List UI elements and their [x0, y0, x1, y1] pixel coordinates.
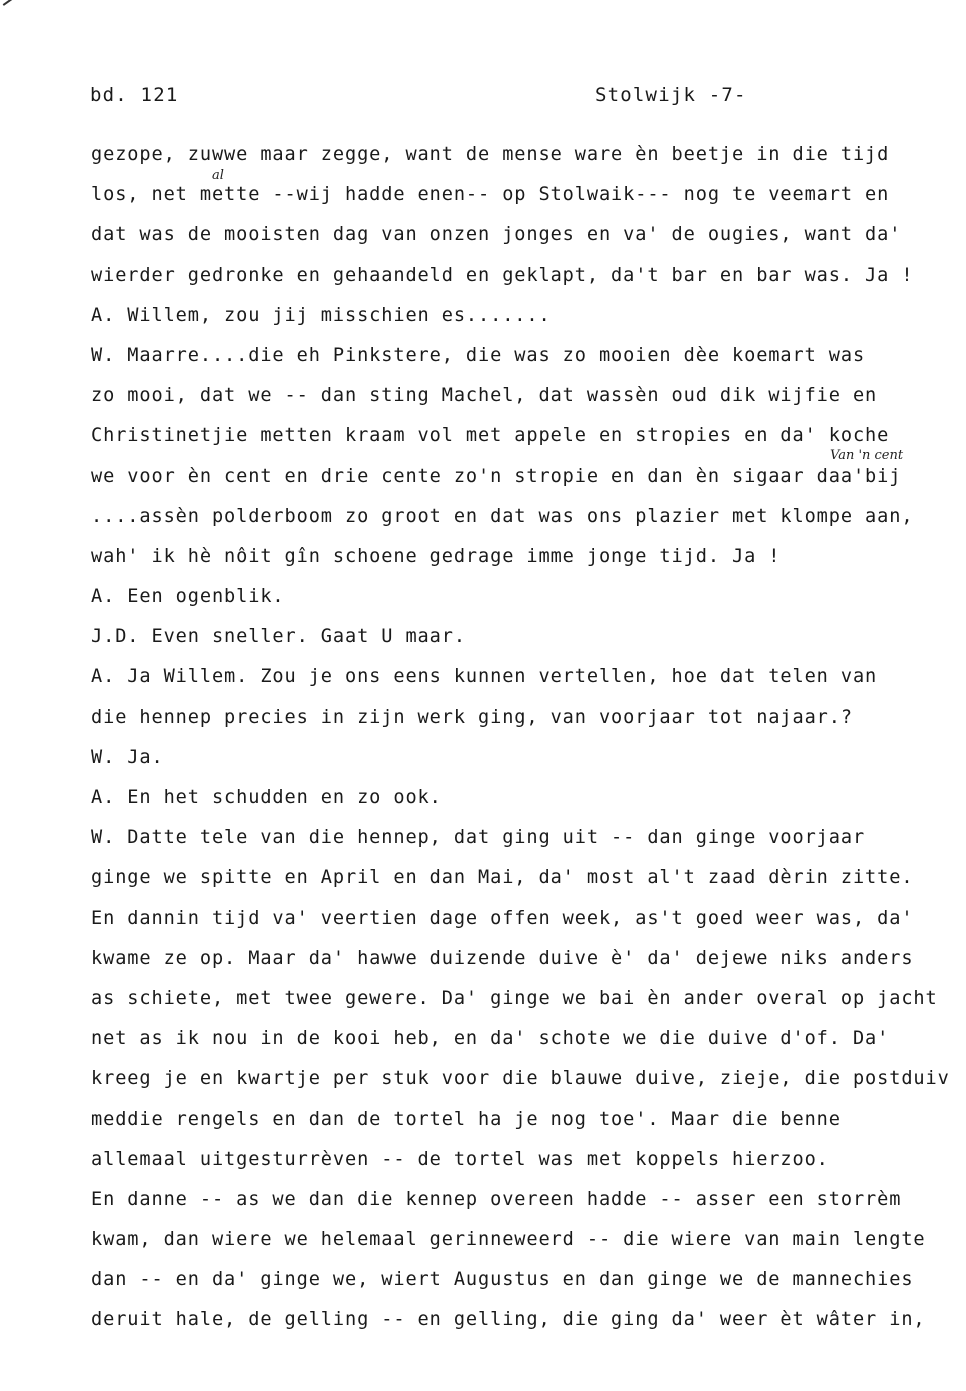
text-line: W. Datte tele van die hennep, dat ging uit -- dan ginge voorjaar: [91, 827, 866, 849]
text-line: as schiete, met twee gewere. Da' ginge we bai èn ander overal op jacht: [91, 987, 938, 1009]
text-line: los, net mette --wij hadde enen-- op Stolwaik--- nog te veemart en: [91, 184, 890, 206]
text-line: kreeg je en kwartje per stuk voor die blauwe duive, zieje, die postduiv: [91, 1068, 950, 1090]
page-reference: bd. 121: [90, 84, 179, 106]
text-line: gezope, zuwwe maar zegge, want de mense ware èn beetje in die tijd: [91, 144, 890, 165]
text-line: ginge we spitte en April en dan Mai, da' most al't zaad dèrin zitte.: [91, 867, 914, 889]
text-line: A. Een ogenblik.: [91, 586, 285, 608]
text-line: A. Ja Willem. Zou je ons eens kunnen vertellen, hoe dat telen van: [91, 666, 878, 688]
text-line: J.D. Even sneller. Gaat U maar.: [91, 626, 466, 648]
text-line: we voor èn cent en drie cente zo'n stropie en dan èn sigaar daa'bij: [91, 465, 902, 487]
text-line: wierder gedronke en gehaandeld en geklapt, da't bar en bar was. Ja !: [91, 264, 914, 286]
text-line: kwam, dan wiere we helemaal gerinneweerd -- die wiere van main lengte: [91, 1229, 926, 1251]
text-line: A. En het schudden en zo ook.: [91, 787, 442, 808]
handwritten-annotation: Van 'n cent: [830, 448, 904, 463]
text-line: meddie rengels en dan de tortel ha je nog toe'. Maar die benne: [91, 1108, 841, 1130]
text-line: zo mooi, dat we -- dan sting Machel, dat wassèn oud dik wijfie en: [91, 385, 878, 407]
text-line: En danne -- as we dan die kennep overeen hadde -- asser een storrèm: [91, 1188, 902, 1210]
text-line: ....assèn polderboom zo groot en dat was ons plazier met klompe aan,: [91, 505, 914, 527]
corner-mark: [3, 0, 16, 6]
text-line: allemaal uitgesturrèven -- de tortel was met koppels hierzoo.: [91, 1148, 829, 1170]
text-line: die hennep precies in zijn werk ging, van voorjaar tot najaar.?: [91, 706, 853, 728]
text-line: Christinetjie metten kraam vol met appele en stropies en da' koche: [91, 425, 890, 447]
text-line: net as ik nou in de kooi heb, en da' schote we die duive d'of. Da': [91, 1028, 890, 1050]
text-line: wah' ik hè nôit gîn schoene gedrage imme jonge tijd. Ja !: [91, 545, 781, 567]
handwritten-annotation: al: [212, 168, 224, 183]
text-line: deruit hale, de gelling -- en gelling, die ging da' weer èt wâter in,: [91, 1309, 926, 1331]
text-line: kwame ze op. Maar da' hawwe duizende duive è' da' dejewe niks anders: [91, 947, 914, 969]
text-line: W. Ja.: [91, 746, 164, 768]
text-line: En dannin tijd va' veertien dage offen week, as't goed weer was, da': [91, 907, 914, 929]
page-title: Stolwijk -7-: [595, 84, 747, 106]
text-line: A. Willem, zou jij misschien es.......: [91, 304, 551, 326]
text-line: W. Maarre....die eh Pinkstere, die was zo mooien dèe koemart was: [91, 344, 866, 366]
text-line: dat was de mooisten dag van onzen jonges en va' de ougies, want da': [91, 224, 902, 246]
transcript-body: [91, 138, 963, 1344]
text-line: dan -- en da' ginge we, wiert Augustus en dan ginge we de mannechies: [91, 1269, 914, 1291]
